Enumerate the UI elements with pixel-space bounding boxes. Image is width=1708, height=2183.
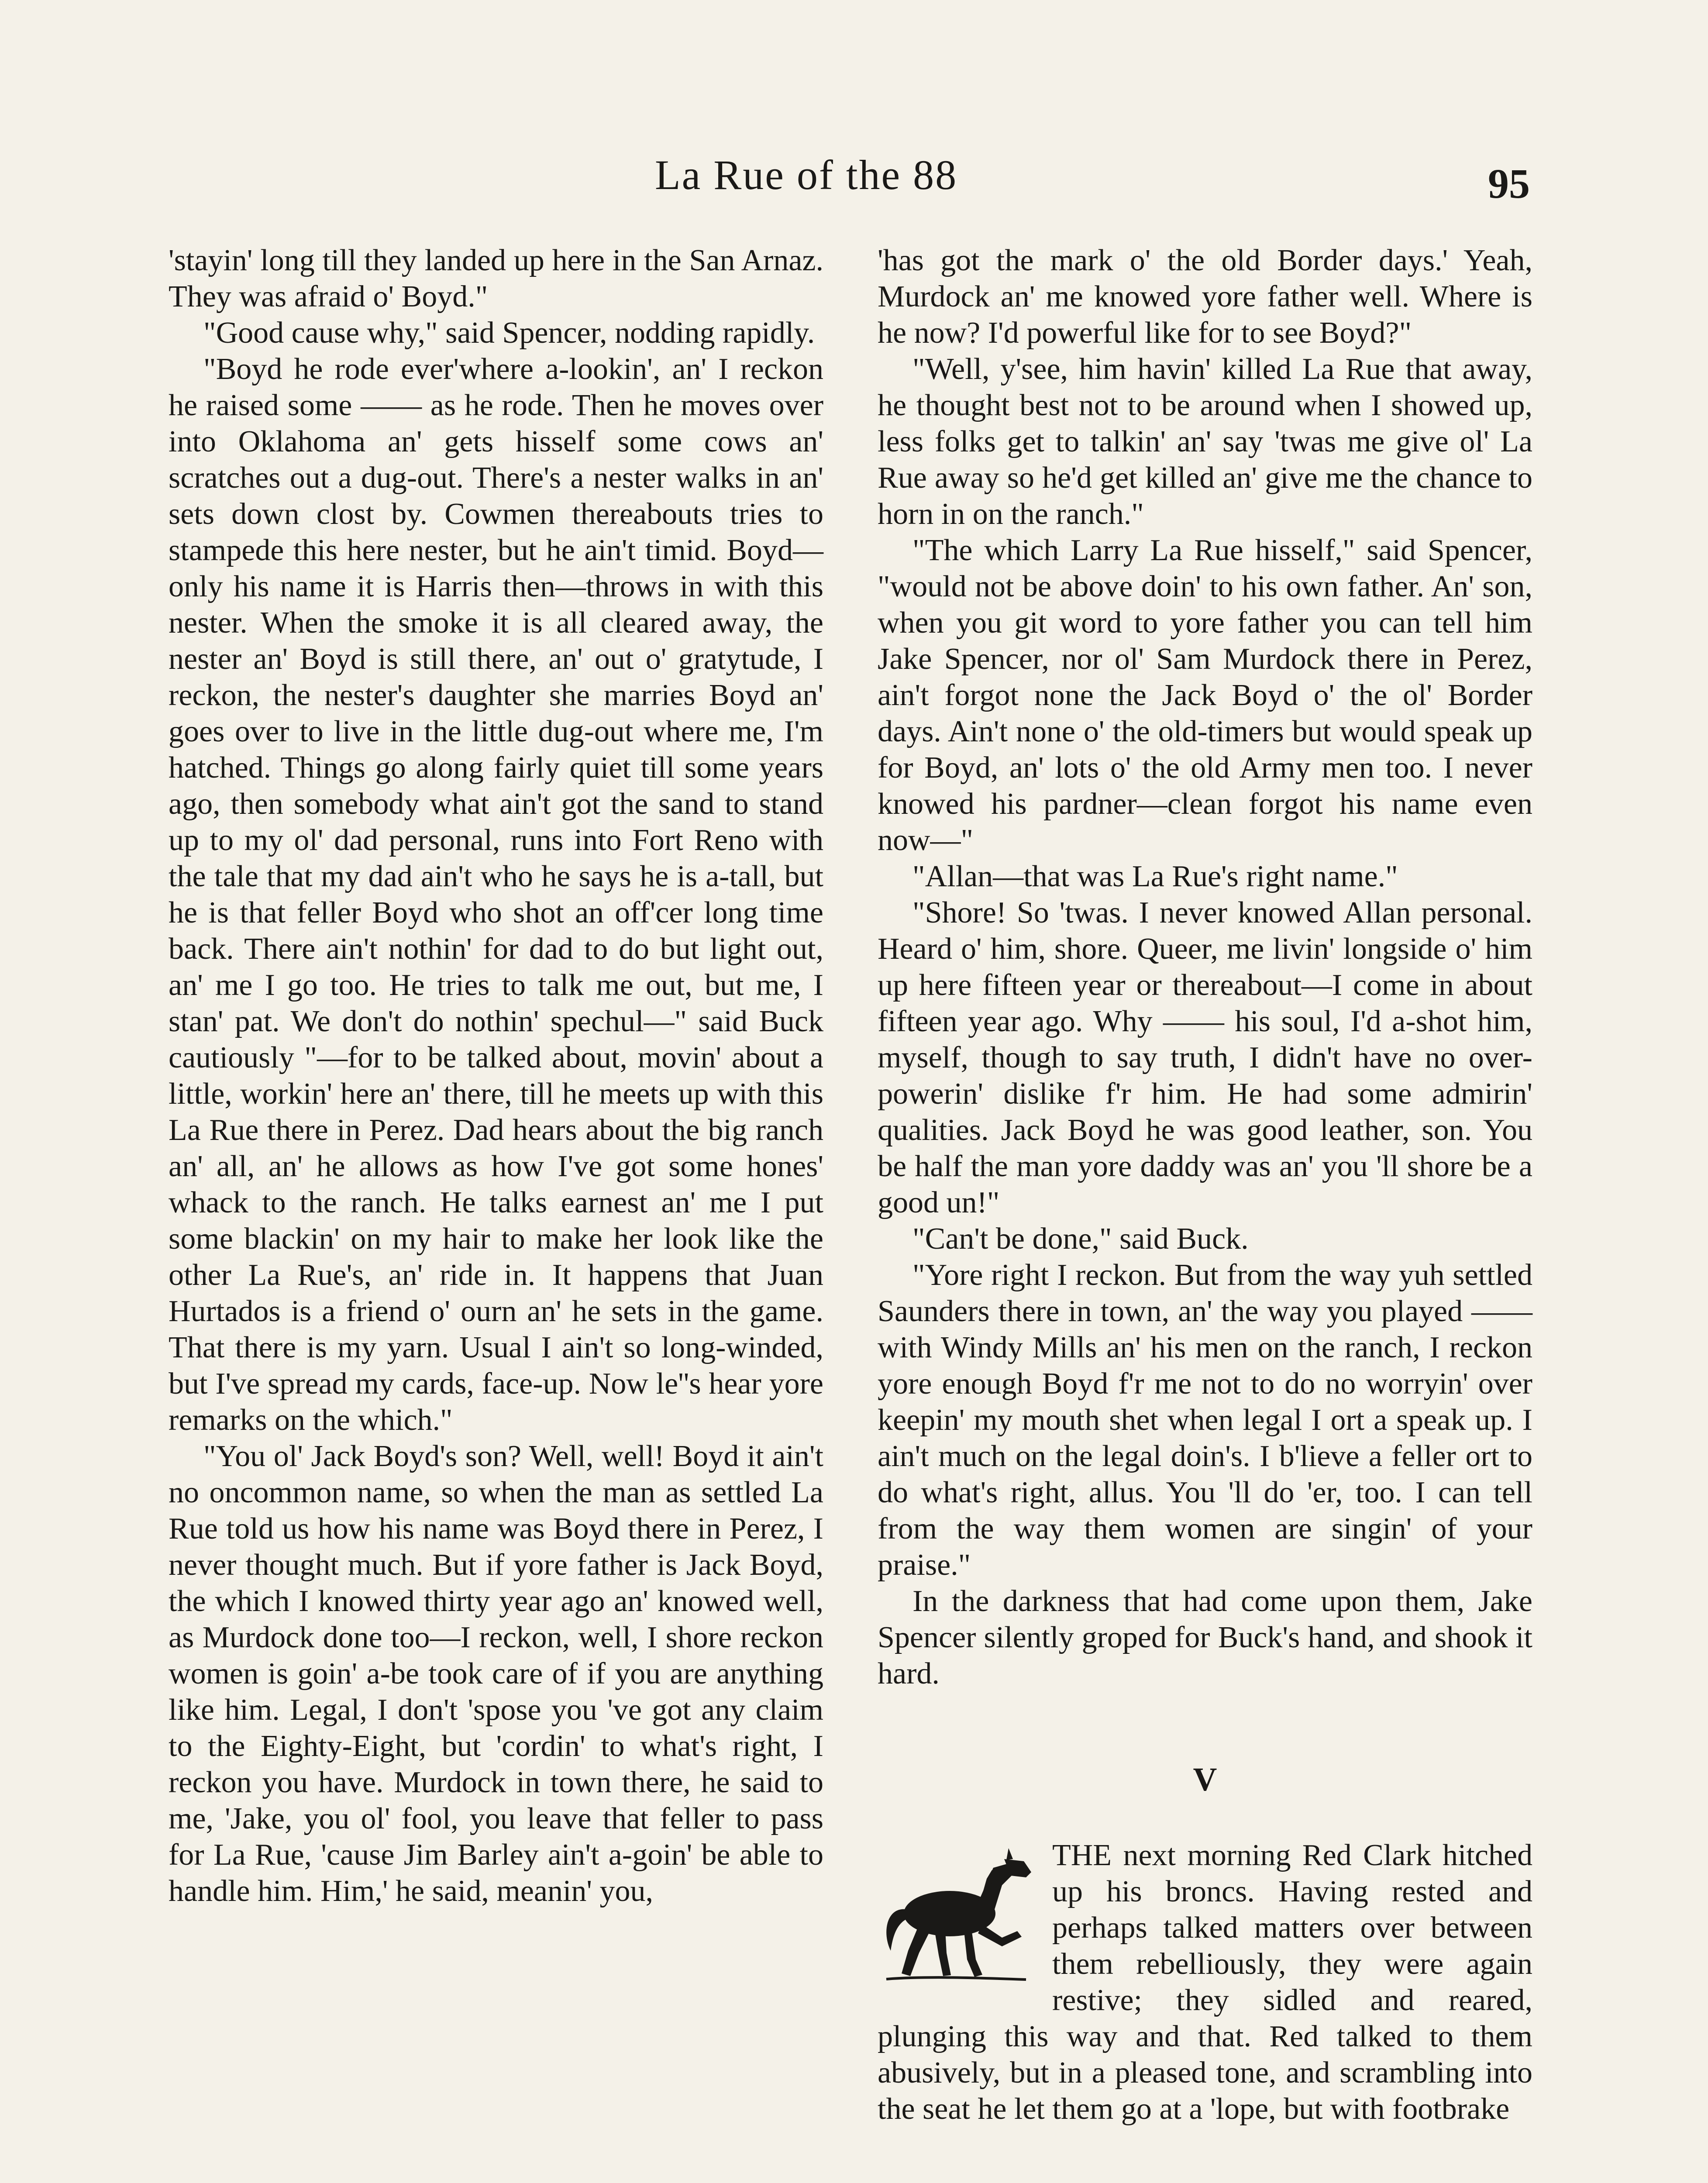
paragraph: 'has got the mark o' the old Border days.' Yeah, Murdock an' me knowed yore father well. Where is he now? I'd powerful like for to see Boyd?" (878, 244, 1532, 350)
right-column (878, 242, 1532, 2127)
paragraph: "You ol' Jack Boyd's son? Well, well! Boyd it ain't no oncommon name, so when the man as settled La Rue told us how his name was Boyd there in Perez, I never thought much. But if yore father is Jack Boyd, the which I knowed thirty year ago an' knowed well, as Murdock done too—I reckon, well, I shore reckon women is goin' a-be took care of if you are anything like him. Legal, I don't 'spose you 've got any claim to the Eighty-Eight, but 'cordin' to what's right, I reckon you have. Murdock in town there, he said to me, 'Jake, you ol' fool, you leave that feller to pass for La Rue, 'cause Jim Barley ain't a-goin' be able to handle him. Him,' he said, meanin' you, (169, 1439, 823, 1908)
left-column (169, 242, 823, 1909)
paragraph: "Yore right I reckon. But from the way yuh settled Saunders there in town, an' the way you played —— with Windy Mills an' his men on the ranch, I reckon yore enough Boyd f'r me not to do no worryin' over keepin' my mouth shet when legal I ort a speak up. I ain't much on the legal doin's. I b'lieve a feller ort to do what's right, allus. You 'll do 'er, too. I can tell from the way them women are singin' of your praise." (878, 1258, 1532, 1582)
paragraph: "Good cause why," said Spencer, nodding rapidly. (203, 316, 815, 350)
paragraph: "Shore! So 'twas. I never knowed Allan personal. Heard o' him, shore. Queer, me livin' longside o' him up here fifteen year or thereabout—I come in about fifteen year ago. Why —— his soul, I'd a-shot him, myself, though to say truth, I didn't have no over-powerin' dislike f'r him. He had some admirin' qualities. Jack Boyd he was good leather, son. You be half the man yore daddy was an' you 'll shore be a good un!" (878, 896, 1532, 1219)
chapter-opening (878, 1837, 1532, 2127)
paragraph: 'stayin' long till they landed up here in the San Arnaz. They was afraid o' Boyd." (169, 244, 823, 313)
paragraph: "The which Larry La Rue hisself," said Spencer, "would not be above doin' to his own father. An' son, when you git word to yore father you can tell him Jake Spencer, nor ol' Sam Murdock there in Perez, ain't forgot none the Jack Boyd o' the ol' Border days. Ain't none o' the old-timers but would speak up for Boyd, an' lots o' the old Army men too. I never knowed his pardner—clean forgot his name even now—" (878, 534, 1532, 857)
page-number: 95 (1488, 160, 1530, 207)
page-header (0, 151, 1708, 212)
chapter-opening-paragraph: THE next morning Red Clark hitched up his broncs. Having rested and perhaps talked matters over between them rebelliously, they were again restive; they sidled and reared, plunging this way and that. Red talked to them abusively, but in a pleased tone, and scrambling into the seat he let them go at a 'lope, but with footbrake (878, 1839, 1532, 2126)
horse-illustration-icon (878, 1837, 1035, 1986)
paragraph: "Allan—that was La Rue's right name." (913, 860, 1398, 893)
chapter-heading: V (1193, 1761, 1217, 1798)
running-title: La Rue of the 88 (655, 152, 958, 198)
paragraph: "Well, y'see, him havin' killed La Rue that away, he thought best not to be around when I showed up, less folks get to talkin' an' say 'twas me give ol' La Rue away so he'd get killed an' give me the chance to horn in on the ranch." (878, 352, 1532, 531)
paragraph: "Boyd he rode ever'where a-lookin', an' I reckon he raised some —— as he rode. Then he moves over into Oklahoma an' gets hisself some cows an' scratches out a dug-out. There's a nester walks in an' sets down clost by. Cowmen thereabouts tries to stampede this here nester, but he ain't timid. Boyd—only his name it is Harris then—throws in with this nester. When the smoke it is all cleared away, the nester an' Boyd is still there, an' out o' gratytude, I reckon, the nester's daughter she marries Boyd an' goes over to live in the little dug-out where me, I'm hatched. Things go along fairly quiet till some years ago, then somebody what ain't got the sand to stand up to my ol' dad personal, runs into Fort Reno with the tale that my dad ain't who he says he is a-tall, but he is that feller Boyd who shot an off'cer long time back. There ain't nothin' for dad to do but light out, an' me I go too. He tries to talk me out, but me, I stan' pat. We don't do nothin' spechul—" said Buck cautiously "—for to be talked about, movin' about a little, workin' here an' there, till he meets up with this La Rue there in Perez. Dad hears about the big ranch an' all, an' he allows as how I've got some hones' whack to the ranch. He talks earnest an' me I put some blackin' on my hair to make her look like the other La Rue's, an' ride in. It happens that Juan Hurtados is a friend o' ourn an' he sets in the game. That there is my yarn. Usual I ain't so long-winded, but I've spread my cards, face-up. Now le''s hear yore remarks on the which." (169, 352, 823, 1437)
paragraph: In the darkness that had come upon them, Jake Spencer silently groped for Buck's hand, and shook it hard. (878, 1584, 1532, 1691)
paragraph: "Can't be done," said Buck. (913, 1222, 1249, 1256)
